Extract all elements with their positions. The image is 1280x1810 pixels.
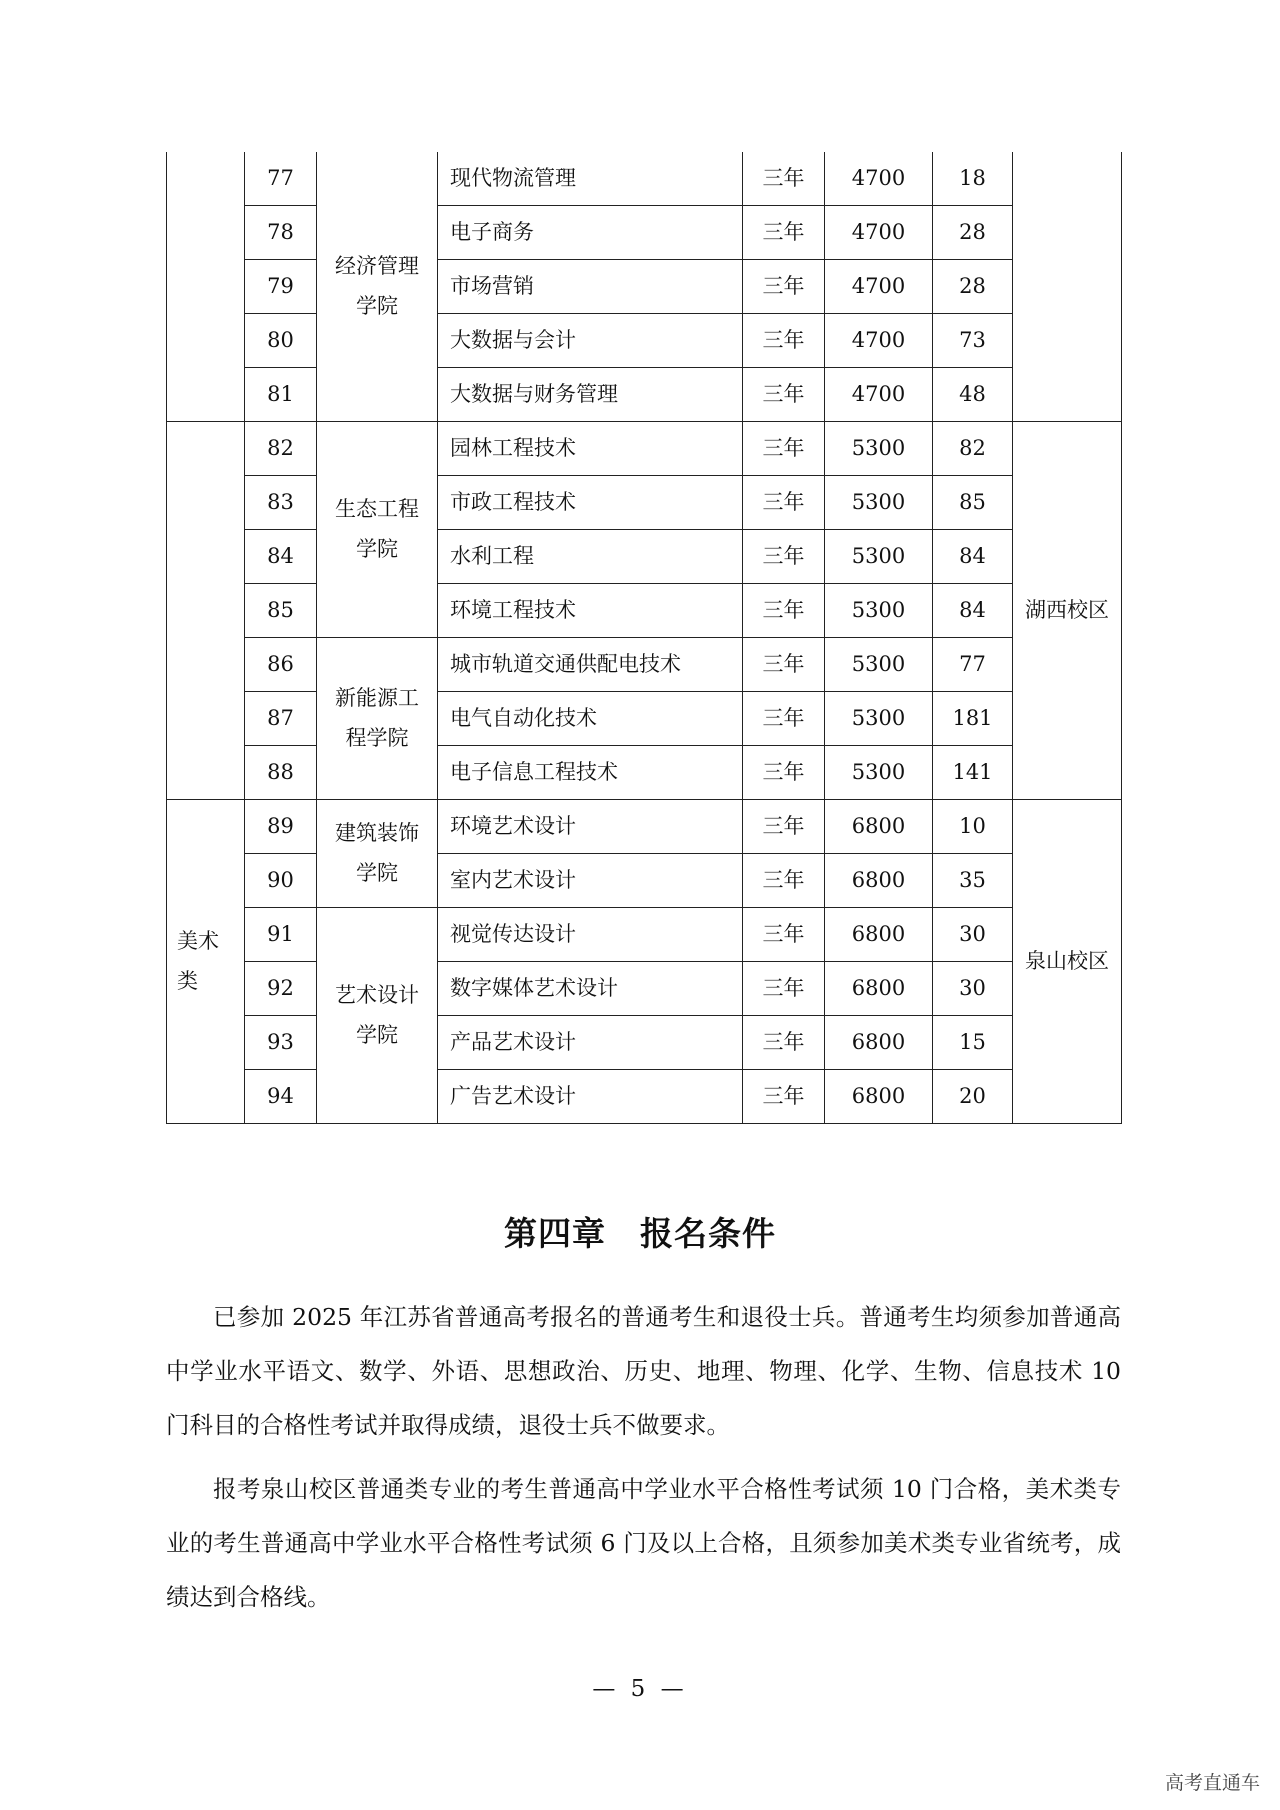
study-years: 三年: [743, 908, 825, 962]
plan-count: 73: [933, 314, 1013, 368]
major-name: 广告艺术设计: [438, 1070, 743, 1124]
major-name: 环境艺术设计: [438, 800, 743, 854]
row-number: 88: [245, 746, 317, 800]
row-number: 90: [245, 854, 317, 908]
category-cell: [167, 422, 245, 800]
row-number: 87: [245, 692, 317, 746]
tuition-fee: 6800: [825, 1016, 933, 1070]
major-name: 市场营销: [438, 260, 743, 314]
tuition-fee: 6800: [825, 962, 933, 1016]
study-years: 三年: [743, 584, 825, 638]
plan-count: 35: [933, 854, 1013, 908]
tuition-fee: 5300: [825, 638, 933, 692]
row-number: 78: [245, 206, 317, 260]
tuition-fee: 4700: [825, 314, 933, 368]
plan-count: 30: [933, 962, 1013, 1016]
study-years: 三年: [743, 1070, 825, 1124]
major-name: 城市轨道交通供配电技术: [438, 638, 743, 692]
study-years: 三年: [743, 368, 825, 422]
table-row: [167, 368, 1122, 422]
table-row: [167, 746, 1122, 800]
college-name: 生态工程学院: [317, 422, 438, 638]
tuition-fee: 5300: [825, 530, 933, 584]
plan-count: 84: [933, 584, 1013, 638]
major-name: 园林工程技术: [438, 422, 743, 476]
plan-count: 82: [933, 422, 1013, 476]
major-name: 数字媒体艺术设计: [438, 962, 743, 1016]
major-name: 大数据与财务管理: [438, 368, 743, 422]
table-row: [167, 260, 1122, 314]
tuition-fee: 4700: [825, 368, 933, 422]
study-years: 三年: [743, 746, 825, 800]
college-name: 新能源工程学院: [317, 638, 438, 800]
table-row: [167, 584, 1122, 638]
study-years: 三年: [743, 530, 825, 584]
study-years: 三年: [743, 962, 825, 1016]
plan-count: 181: [933, 692, 1013, 746]
major-name: 电子信息工程技术: [438, 746, 743, 800]
plan-count: 28: [933, 260, 1013, 314]
college-name: 经济管理学院: [317, 152, 438, 422]
tuition-fee: 5300: [825, 476, 933, 530]
table-row: [167, 854, 1122, 908]
row-number: 85: [245, 584, 317, 638]
tuition-fee: 5300: [825, 584, 933, 638]
campus-cell: 湖西校区: [1013, 422, 1122, 800]
major-name: 现代物流管理: [438, 152, 743, 206]
study-years: 三年: [743, 260, 825, 314]
row-number: 80: [245, 314, 317, 368]
table-row: [167, 1016, 1122, 1070]
major-name: 环境工程技术: [438, 584, 743, 638]
study-years: 三年: [743, 314, 825, 368]
tuition-fee: 6800: [825, 800, 933, 854]
plan-count: 18: [933, 152, 1013, 206]
tuition-fee: 6800: [825, 854, 933, 908]
tuition-fee: 4700: [825, 206, 933, 260]
table-row: [167, 1070, 1122, 1124]
table-row: [167, 530, 1122, 584]
campus-cell: [1013, 152, 1122, 422]
study-years: 三年: [743, 1016, 825, 1070]
category-cell: [167, 152, 245, 422]
plan-count: 85: [933, 476, 1013, 530]
campus-cell: 泉山校区: [1013, 800, 1122, 1124]
plan-count: 10: [933, 800, 1013, 854]
major-name: 市政工程技术: [438, 476, 743, 530]
paragraph-campus-requirements: 报考泉山校区普通类专业的考生普通高中学业水平合格性考试须 10 门合格，美术类专业的考生普通高中学业水平合格性考试须 6 门及以上合格，且须参加美术类专业省统考，成绩达到合格线。: [166, 1475, 1121, 1611]
plan-count: 20: [933, 1070, 1013, 1124]
row-number: 89: [245, 800, 317, 854]
study-years: 三年: [743, 152, 825, 206]
table-row: [167, 476, 1122, 530]
row-number: 91: [245, 908, 317, 962]
category-cell: 美术类: [167, 800, 245, 1124]
major-name: 水利工程: [438, 530, 743, 584]
table-row: [167, 206, 1122, 260]
table-row: [167, 962, 1122, 1016]
major-name: 电子商务: [438, 206, 743, 260]
table-row: [167, 638, 1122, 692]
row-number: 92: [245, 962, 317, 1016]
chapter-title: 第四章 报名条件: [504, 1214, 776, 1253]
enrollment-plan-table: [166, 152, 1122, 1124]
row-number: 93: [245, 1016, 317, 1070]
plan-count: 84: [933, 530, 1013, 584]
row-number: 94: [245, 1070, 317, 1124]
plan-count: 48: [933, 368, 1013, 422]
row-number: 77: [245, 152, 317, 206]
watermark: 高考直通车: [1164, 1772, 1260, 1794]
plan-count: 141: [933, 746, 1013, 800]
row-number: 83: [245, 476, 317, 530]
study-years: 三年: [743, 854, 825, 908]
study-years: 三年: [743, 476, 825, 530]
study-years: 三年: [743, 692, 825, 746]
table-row: [167, 800, 1122, 854]
college-name: 艺术设计学院: [317, 908, 438, 1124]
table-row: [167, 314, 1122, 368]
plan-count: 28: [933, 206, 1013, 260]
row-number: 82: [245, 422, 317, 476]
table-row: [167, 152, 1122, 206]
row-number: 79: [245, 260, 317, 314]
tuition-fee: 4700: [825, 260, 933, 314]
major-name: 电气自动化技术: [438, 692, 743, 746]
row-number: 81: [245, 368, 317, 422]
study-years: 三年: [743, 638, 825, 692]
major-name: 产品艺术设计: [438, 1016, 743, 1070]
plan-count: 30: [933, 908, 1013, 962]
tuition-fee: 4700: [825, 152, 933, 206]
page-number: — 5 —: [592, 1676, 688, 1702]
major-name: 视觉传达设计: [438, 908, 743, 962]
plan-count: 77: [933, 638, 1013, 692]
study-years: 三年: [743, 422, 825, 476]
row-number: 86: [245, 638, 317, 692]
college-name: 建筑装饰学院: [317, 800, 438, 908]
plan-count: 15: [933, 1016, 1013, 1070]
tuition-fee: 5300: [825, 692, 933, 746]
major-name: 大数据与会计: [438, 314, 743, 368]
tuition-fee: 5300: [825, 422, 933, 476]
table-row: [167, 422, 1122, 476]
tuition-fee: 6800: [825, 908, 933, 962]
study-years: 三年: [743, 206, 825, 260]
tuition-fee: 5300: [825, 746, 933, 800]
table-row: [167, 692, 1122, 746]
table-row: [167, 908, 1122, 962]
tuition-fee: 6800: [825, 1070, 933, 1124]
major-name: 室内艺术设计: [438, 854, 743, 908]
row-number: 84: [245, 530, 317, 584]
study-years: 三年: [743, 800, 825, 854]
paragraph-eligibility: 已参加 2025 年江苏省普通高考报名的普通考生和退役士兵。普通考生均须参加普通高中学业水平语文、数学、外语、思想政治、历史、地理、物理、化学、生物、信息技术 10 门科目的合格性考试并取得成绩，退役士兵不做要求。: [166, 1303, 1121, 1439]
